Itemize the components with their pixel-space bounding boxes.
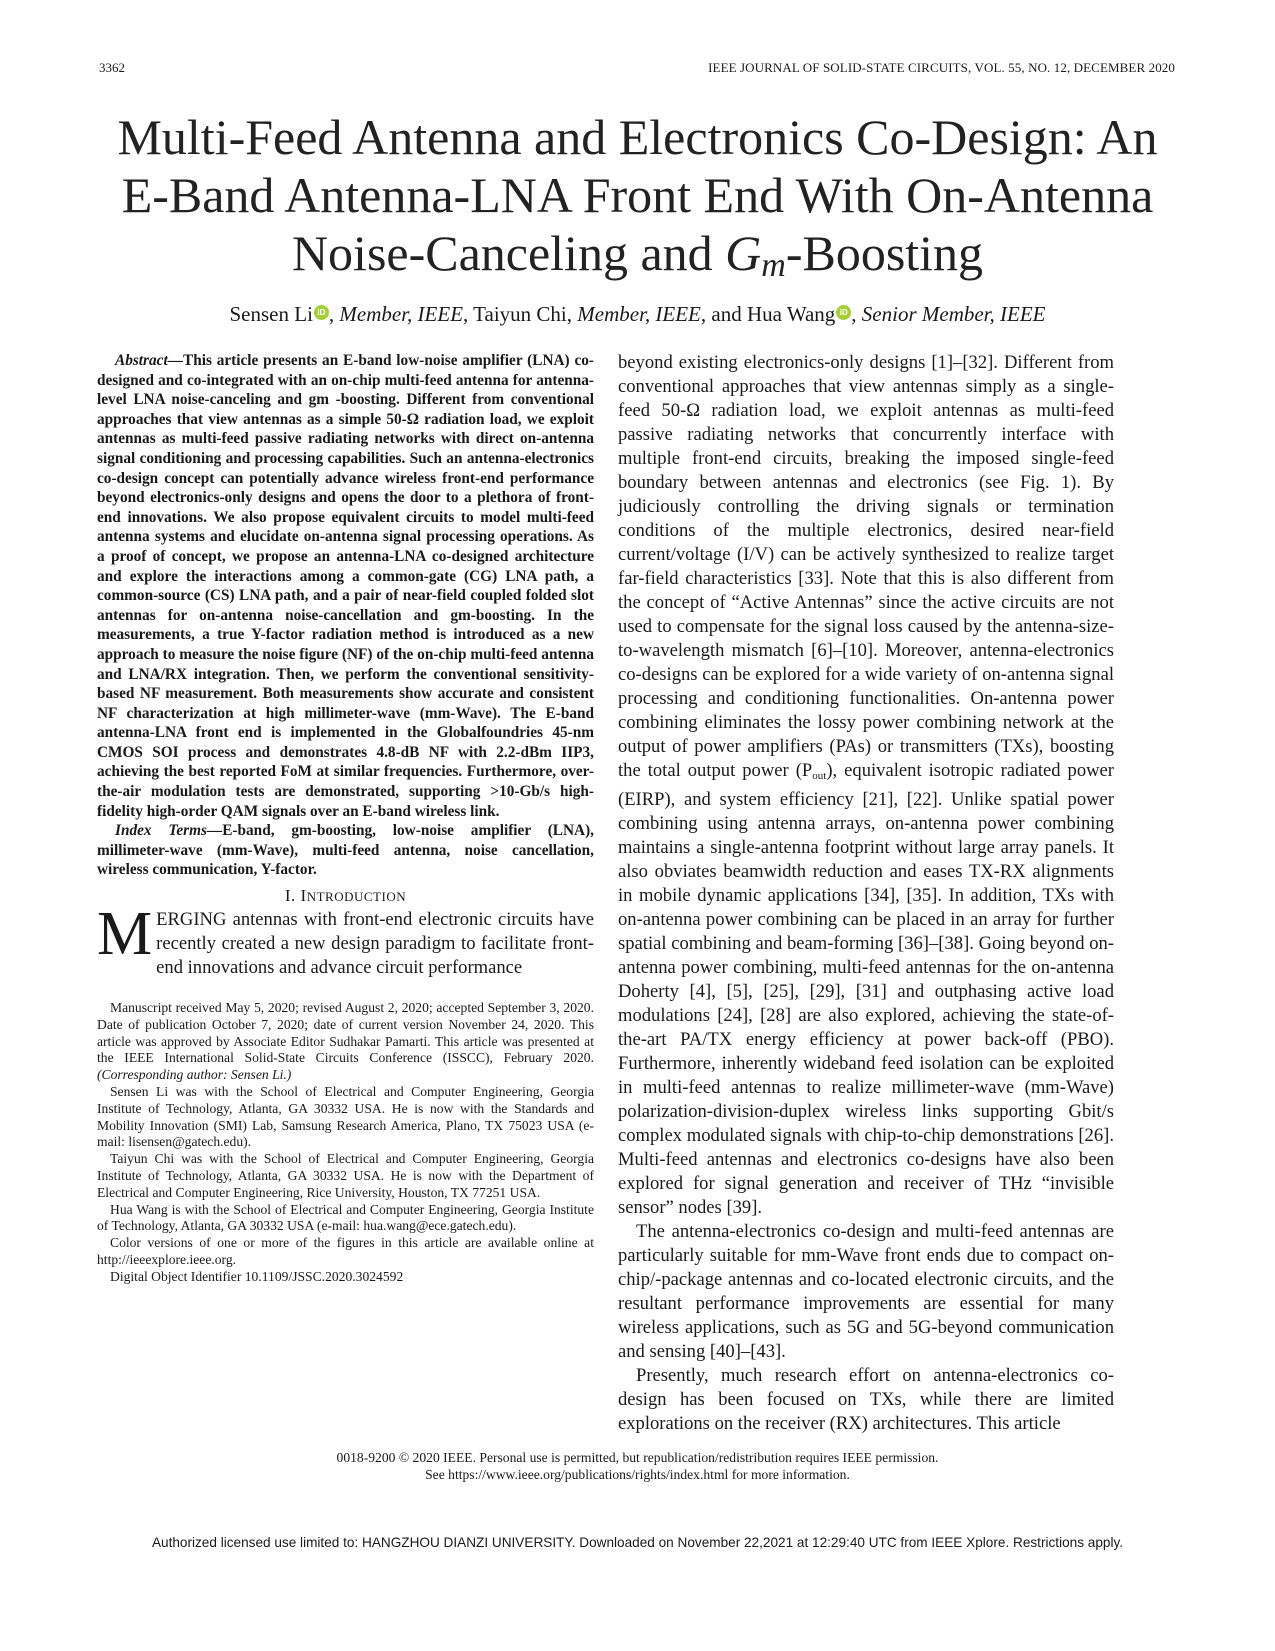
- section-heading-smallcaps: NTRODUCTION: [306, 889, 407, 905]
- footnote-affiliation-li: Sensen Li was with the School of Electrical and Computer Engineering, Georgia Institute of Technology, Atlanta, GA 30332 USA. He is now with the Standards and Mobility Innovation (SMI) Lab, Samsung Research America, Plano, TX 75023 USA (e-mail: lisensen@gatech.edu).: [97, 1084, 594, 1150]
- author-name: Taiyun Chi: [473, 302, 567, 326]
- abstract-text: This article presents an E-band low-noise amplifier (LNA) co-designed and co-integrated with an on-chip multi-feed antenna for antenna-level LNA noise-canceling and gm -boosting. Different from conventional approaches that view antennas as a simple 50-Ω radiation load, we exploit antennas as multi-feed passive radiating networks with direct on-antenna signal conditioning and processing capabilities. Such an antenna-electronics co-design concept can potentially advance wireless front-end performance beyond electronics-only designs and opens the door to a plethora of front-end innovations. We also propose equivalent circuits to model multi-feed antenna systems and elucidate on-antenna signal processing operations. As a proof of concept, we propose an antenna-LNA co-designed architecture and explore the interactions among a common-gate (CG) LNA path, a common-source (CS) LNA path, and a pair of near-field coupled folded slot antennas for on-antenna noise-cancellation and gm-boosting. In the measurements, a true Y-factor radiation method is introduced as a new approach to measure the noise figure (NF) of the on-chip multi-feed antenna and LNA/RX integration. Then, we perform the conventional sensitivity-based NF measurement. Both measurements show accurate and consistent NF characterization at high millimeter-wave (mm-Wave). The E-band antenna-LNA front end is implemented in the Globalfoundries 45-nm CMOS SOI process and demonstrates 4.8-dB NF with 2.2-dBm IIP3, achieving the best reported FoM at similar frequencies. Furthermore, over-the-air modulation tests are demonstrated, supporting >10-Gb/s high-fidelity high-order QAM signals over an E-band wireless link.: [97, 352, 594, 820]
- pout-subscript: out: [812, 770, 827, 782]
- author-name: Sensen Li: [229, 302, 313, 326]
- right-column: [618, 351, 1114, 1436]
- body-paragraph: Presently, much research effort on antenna-electronics co-design has been focused on TXs, while there are limited explorations on the receiver (RX) architectures. This article: [618, 1365, 1114, 1434]
- body-paragraph: [618, 351, 1114, 1220]
- body-paragraph: The antenna-electronics co-design and multi-feed antennas are particularly suitable for mm-Wave front ends due to compact on-chip/-package antennas and co-located electronic circuits, and the resultant performance improvements are essential for many wireless applications, such as 5G and 5G-beyond communication and sensing [40]–[43].: [618, 1221, 1114, 1362]
- title-line-3: [80, 224, 1195, 295]
- copyright-notice: [60, 1449, 1215, 1483]
- author-list: Sensen Li iD , Member, IEEE, Taiyun Chi, Member, IEEE, and Hua Wang iD , Senior Member, IEEE: [229, 302, 1046, 326]
- author-membership: Senior Member, IEEE: [861, 302, 1046, 326]
- title-line-1: Multi-Feed Antenna and Electronics Co-Design: An: [117, 109, 1158, 165]
- paper-title: [80, 108, 1195, 295]
- abstract-lead: Abstract—: [115, 352, 183, 369]
- body-text: ), equivalent isotropic radiated power (EIRP), and system efficiency [21], [22]. Unlike spatial power combining using antenna arrays, on-antenna power combining maintains a single-antenna footprint without large array panels. It also obviates beamwidth reduction and eases TX-RX alignments in mobile dynamic applications [34], [35]. In addition, TXs with on-antenna power combining can be placed in an array for further spatial combining and beam-forming [36]–[38]. Going beyond on-antenna power combining, multi-feed antennas for the on-antenna Doherty [4], [5], [25], [29], [31] and outphasing active load modulations [24], [28] are also explored, achieving the state-of-the-art PA/TX energy efficiency at power back-off (PBO). Furthermore, inherently wideband feed isolation can be exploited in multi-feed antennas to realize millimeter-wave (mm-Wave) polarization-division-duplex wireless links supporting Gbit/s complex modulated signals with chip-to-chip demonstrations [26]. Multi-feed antennas and electronics co-designs have also been explored for signal generation and receiver of THz “invisible sensor” nodes [39].: [618, 760, 1114, 1218]
- left-column: [97, 351, 594, 1286]
- abstract: [97, 351, 594, 880]
- orcid-icon[interactable]: iD: [836, 305, 851, 320]
- section-heading-number: I. I: [284, 886, 307, 906]
- intro-text: ERGING antennas with front-end electronic circuits have recently created a new design paradigm to facilitate front-end innovations and advance circuit performance: [156, 909, 594, 979]
- copyright-line: 0018-9200 © 2020 IEEE. Personal use is permitted, but republication/redistribution requires IEEE permission.: [336, 1450, 939, 1465]
- intro-paragraph: [97, 900, 594, 980]
- index-terms-lead: Index Terms—: [115, 822, 223, 840]
- title-line-2: E-Band Antenna-LNA Front End With On-Antenna: [121, 167, 1154, 223]
- footnote-doi: Digital Object Identifier 10.1109/JSSC.2020.3024592: [110, 1268, 404, 1284]
- author-membership: Member, IEEE: [339, 302, 464, 326]
- rights-link-line: See https://www.ieee.org/publications/rights/index.html for more information.: [425, 1467, 850, 1482]
- section-heading-introduction: [97, 886, 594, 906]
- footnote-affiliation-chi: Taiyun Chi was with the School of Electrical and Computer Engineering, Georgia Institute of Technology, Atlanta, GA 30332 USA. He is now with the Department of Electrical and Computer Engineering, Rice University, Houston, TX 77251 USA.: [97, 1151, 594, 1200]
- index-terms-text: E-band, gm-boosting, low-noise amplifier (LNA), millimeter-wave (mm-Wave), multi-feed antenna, noise cancellation, wireless communication, Y-factor.: [97, 822, 595, 879]
- title-gm-subscript: m: [761, 247, 786, 284]
- author-membership: Member, IEEE: [577, 302, 701, 326]
- author-name: Hua Wang: [746, 302, 836, 326]
- license-footer: Authorized licensed use limited to: HANGZHOU DIANZI UNIVERSITY. Downloaded on November 22,2021 at 12:29:40 UTC from IEEE Xplore. Restrictions apply.: [151, 1535, 1124, 1550]
- drop-cap: M: [97, 900, 153, 969]
- body-text: beyond existing electronics-only designs [1]–[32]. Different from conventional approaches that view antennas simply as a single-feed 50-Ω radiation load, we exploit antennas as multi-feed passive radiating networks that concurrently interface with multiple front-end circuits, breaking the imposed single-feed boundary between antennas and electronics (see Fig. 1). By judiciously controlling the driving signals or termination conditions of the multiple electronics, desired near-field current/voltage (I/V) can be actively synthesized to realize target far-field characteristics [33]. Note that this is also different from the concept of “Active Antennas” since the active circuits are not used to compensate for the signal loss caused by the antenna-size-to-wavelength mismatch [6]–[10]. Moreover, antenna-electronics co-designs can be explored for a wide variety of on-antenna signal processing and conditioning functionalities. On-antenna power combining eliminates the lossy power combining network at the output of power amplifiers (PAs) or transmitters (TXs), boosting the total output power (P: [618, 352, 1114, 781]
- footnote-manuscript: Manuscript received May 5, 2020; revised August 2, 2020; accepted September 3, 2020. Date of publication October 7, 2020; date of current version November 24, 2020. This article was approved by Associate Editor Sudhakar Pamarti. This article was presented at the IEEE International Solid-State Circuits Conference (ISSCC), February 2020.: [97, 1000, 594, 1066]
- page-number: 3362: [99, 60, 125, 75]
- orcid-icon[interactable]: iD: [314, 305, 329, 320]
- footnote-affiliation-wang: Hua Wang is with the School of Electrical and Computer Engineering, Georgia Institute of Technology, Atlanta, GA 30332 USA (e-mail: hua.wang@ece.gatech.edu).: [97, 1201, 594, 1234]
- title-line-3-end: -Boosting: [785, 225, 984, 281]
- footnote-color-versions: Color versions of one or more of the figures in this article are available online at http://ieeexplore.ieee.org.: [97, 1235, 594, 1267]
- footnote-corresponding: (Corresponding author: Sensen Li.): [97, 1067, 292, 1083]
- footnotes: [97, 1000, 594, 1286]
- journal-header: IEEE JOURNAL OF SOLID-STATE CIRCUITS, VOL. 55, NO. 12, DECEMBER 2020: [708, 60, 1175, 75]
- author-conjunction: and: [711, 302, 742, 326]
- title-gm-symbol: G: [725, 225, 762, 281]
- title-line-3-start: Noise-Canceling and: [291, 225, 726, 281]
